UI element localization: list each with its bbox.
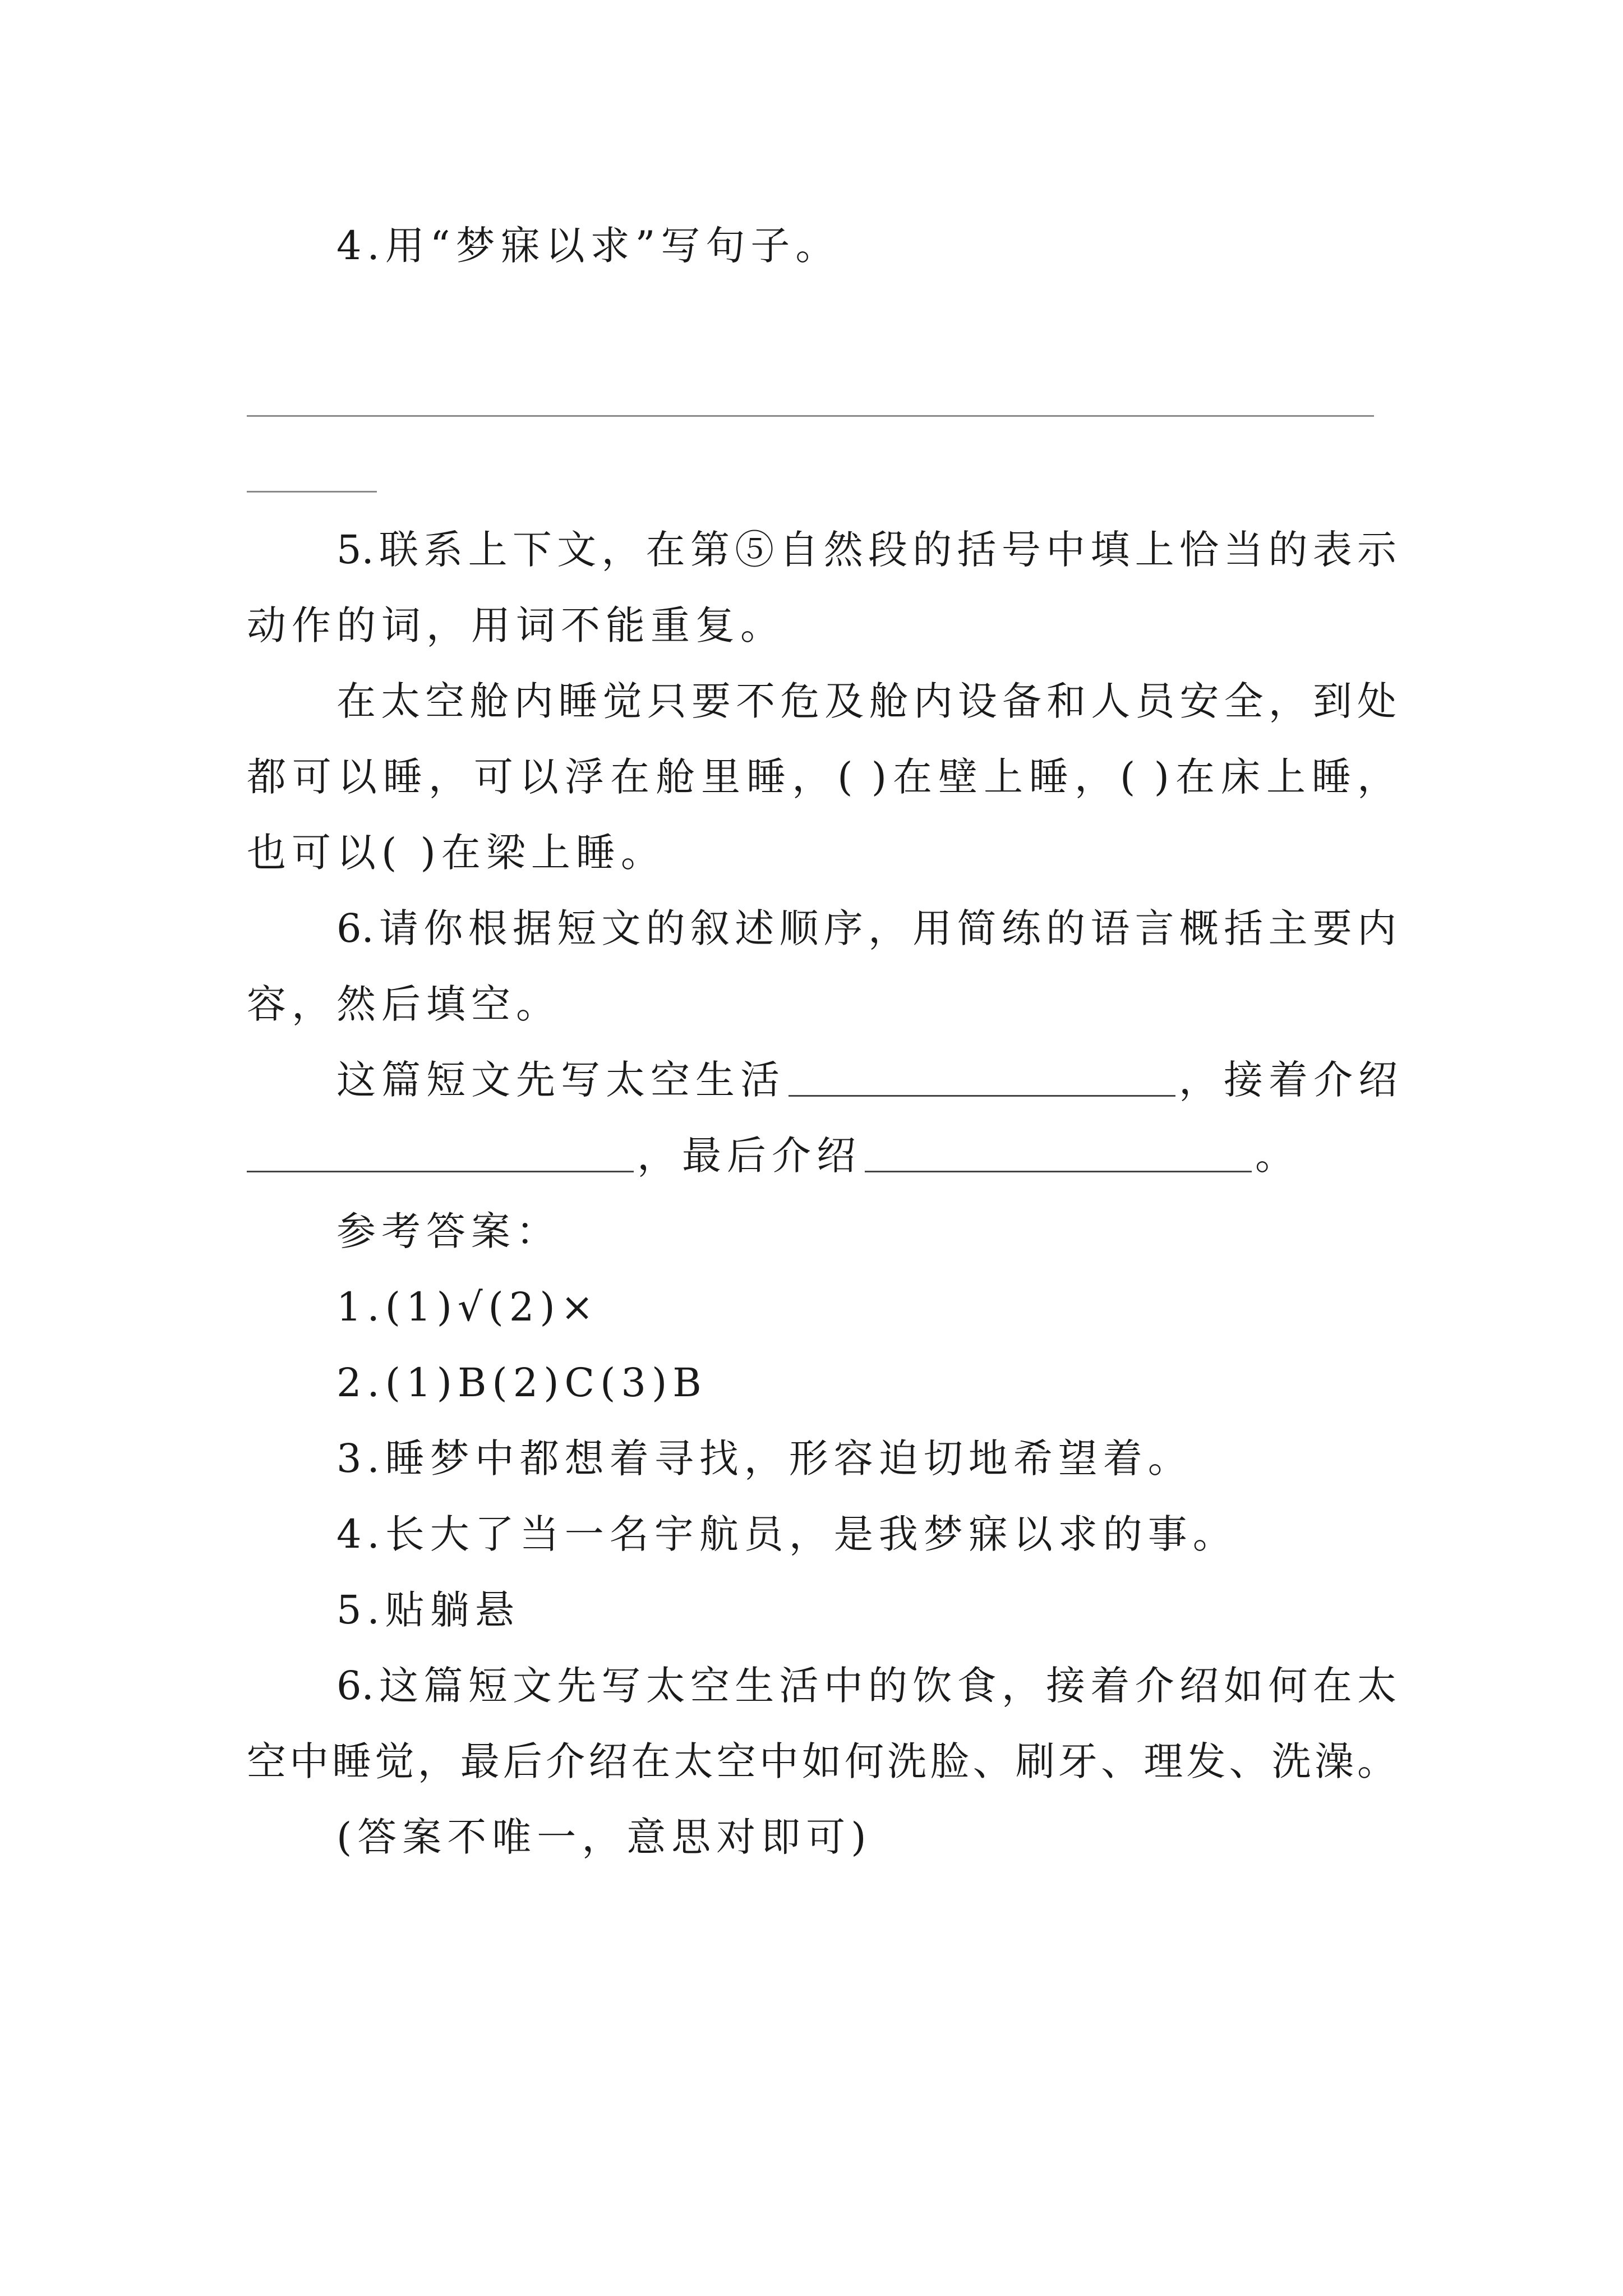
answer-2: 2.(1)B(2)C(3)B (336, 1360, 707, 1406)
answer-line-long (247, 415, 1374, 417)
fill-text-part-2: ，接着介绍 (1179, 1057, 1403, 1103)
fill-blank-3[interactable] (865, 1171, 1252, 1172)
fill-text-part-4: 。 (1255, 1133, 1300, 1179)
question-5-prompt-line-1: 5.联系上下文，在第⑤自然段的括号中填上恰当的表示 (336, 527, 1396, 573)
fill-blank-2[interactable] (247, 1171, 634, 1172)
fill-text-part-3: ，最后介绍 (637, 1133, 861, 1179)
question-6-prompt-line-2: 容，然后填空。 (247, 981, 561, 1027)
answer-4: 4.长大了当一名宇航员，是我梦寐以求的事。 (336, 1511, 1238, 1557)
answer-note: (答案不唯一，意思对即可) (336, 1814, 872, 1860)
question-4: 4.用“梦寐以求”写句子。 (336, 223, 841, 269)
question-5-prompt-line-2: 动作的词，用词不能重复。 (247, 602, 785, 648)
question-6-prompt-line-1: 6.请你根据短文的叙述顺序，用简练的语言概括主要内 (336, 905, 1396, 951)
fill-text-part-1: 这篇短文先写太空生活 (336, 1057, 785, 1103)
answer-6-line-1: 6.这篇短文先写太空生活中的饮食，接着介绍如何在太 (336, 1663, 1396, 1709)
question-5-passage-line-2: 都可以睡，可以浮在舱里睡，( )在壁上睡，( )在床上睡， (247, 754, 1396, 800)
question-5-passage-line-3: 也可以( )在梁上睡。 (247, 830, 666, 876)
fill-blank-1[interactable] (789, 1095, 1175, 1097)
answer-3: 3.睡梦中都想着寻找，形容迫切地希望着。 (336, 1435, 1193, 1481)
answer-line-short (247, 491, 377, 493)
question-5-passage-line-1: 在太空舱内睡觉只要不危及舱内设备和人员安全，到处 (336, 678, 1396, 724)
answer-1: 1.(1)√(2)× (336, 1284, 600, 1330)
question-6-fill-line-1 (336, 1052, 1403, 1108)
answer-5: 5.贴躺悬 (336, 1587, 520, 1633)
question-6-fill-line-2 (247, 1128, 1396, 1184)
answers-heading: 参考答案： (336, 1208, 561, 1254)
answer-6-line-2: 空中睡觉，最后介绍在太空中如何洗脸、刷牙、理发、洗澡。 (247, 1738, 1396, 1784)
